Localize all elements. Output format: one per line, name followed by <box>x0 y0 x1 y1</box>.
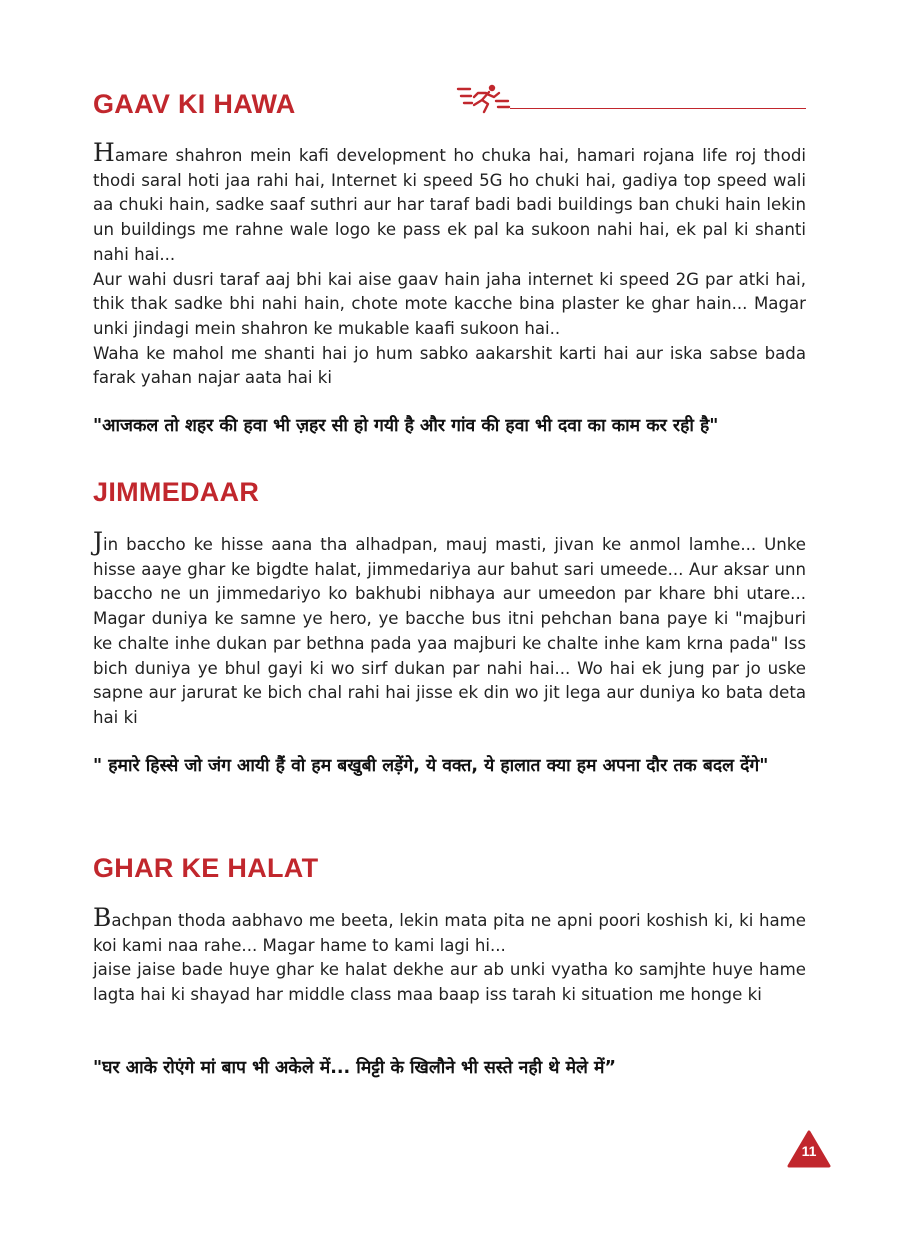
section-quote-ghar-ke-halat: "घर आके रोएंगे मां बाप भी अकेले में... मिट्टी के खिलौने भी सस्ते नही थे मेले में” <box>93 1058 616 1078</box>
section-body-jimmedaar <box>93 527 806 731</box>
section-quote-gaav-ki-hawa: "आजकल तो शहर की हवा भी ज़हर सी हो गयी है और गांव की हवा भी दवा का काम कर रही है" <box>93 416 719 436</box>
paragraph <box>93 903 806 958</box>
paragraph: jaise jaise bade huye ghar ke halat dekhe aur ab unki vyatha ko samjhte huye hame lagta hai ki shayad har middle class maa baap iss tarah ki situation me honge ki <box>93 960 806 1005</box>
paragraph <box>93 527 806 731</box>
section-body-gaav-ki-hawa <box>93 138 806 391</box>
section-title-jimmedaar: JIMMEDAAR <box>93 477 260 507</box>
page-number: 11 <box>801 1143 817 1159</box>
running-man-icon <box>456 81 512 115</box>
drop-cap: H <box>93 138 115 167</box>
paragraph: Aur wahi dusri taraf aaj bhi kai aise gaav hain jaha internet ki speed 2G par atki hai, thik thak sadke bhi nahi hain, chote mote kacche bina plaster ke ghar hain... Magar unki jindagi mein shahron ke mukable kaafi sukoon hai.. <box>93 269 806 338</box>
paragraph-text: in baccho ke hisse aana tha alhadpan, mauj masti, jivan ke anmol lamhe... Unke hisse aaye ghar ke bigdte halat, jimmedariya aur bahut sari umeede... Aur aksar unn baccho ne un jimmedariyo ko bakhubi nibhaya aur umeedon par khare bhi utare... Magar duniya ke samne ye hero, ye bacche bus itni pehchan bana paye ki "majburi ke chalte inhe dukan par bethna pada yaa majburi ke chalte inhe kam krna pada" Iss bich duniya ye bhul gayi ki wo sirf dukan par nahi hai... Wo hai ek jung par jo uske sapne aur jarurat ke bich chal rahi hai jisse ek din wo jit lega aur duniya ko bata deta hai ki <box>93 535 806 727</box>
section-title-ghar-ke-halat: GHAR KE HALAT <box>93 853 319 883</box>
paragraph <box>93 138 806 268</box>
section-body-ghar-ke-halat <box>93 903 806 1008</box>
section-quote-jimmedaar: " हमारे हिस्से जो जंग आयी हैं वो हम बखुबी लड़ेंगे, ये वक्त, ये हालात क्या हम अपना दौर तक बदल देंगे" <box>93 756 769 776</box>
drop-cap: J <box>93 527 104 556</box>
paragraph: Waha ke mahol me shanti hai jo hum sabko aakarshit karti hai aur iska sabse bada farak yahan najar aata hai ki <box>93 343 806 388</box>
paragraph-text: achpan thoda aabhavo me beeta, lekin mata pita ne apni poori koshish ki, ki hame koi kami naa rahe... Magar hame to kami lagi hi... <box>93 911 806 955</box>
drop-cap: B <box>93 903 112 932</box>
paragraph-text: amare shahron mein kafi development ho chuka hai, hamari rojana life roj thodi thodi saral hoti jaa rahi hai, Internet ki speed 5G ho chuki hai, gadiya top speed wali aa chuki hain, sadke saaf suthri aur har taraf badi badi buildings ban chuki hain lekin un buildings me rahne wale logo ke pass ek pal ka sukoon nahi hai, ek pal ki shanti nahi hai... <box>93 146 806 264</box>
header-divider <box>510 108 806 109</box>
section-title-gaav-ki-hawa: GAAV KI HAWA <box>93 89 296 119</box>
